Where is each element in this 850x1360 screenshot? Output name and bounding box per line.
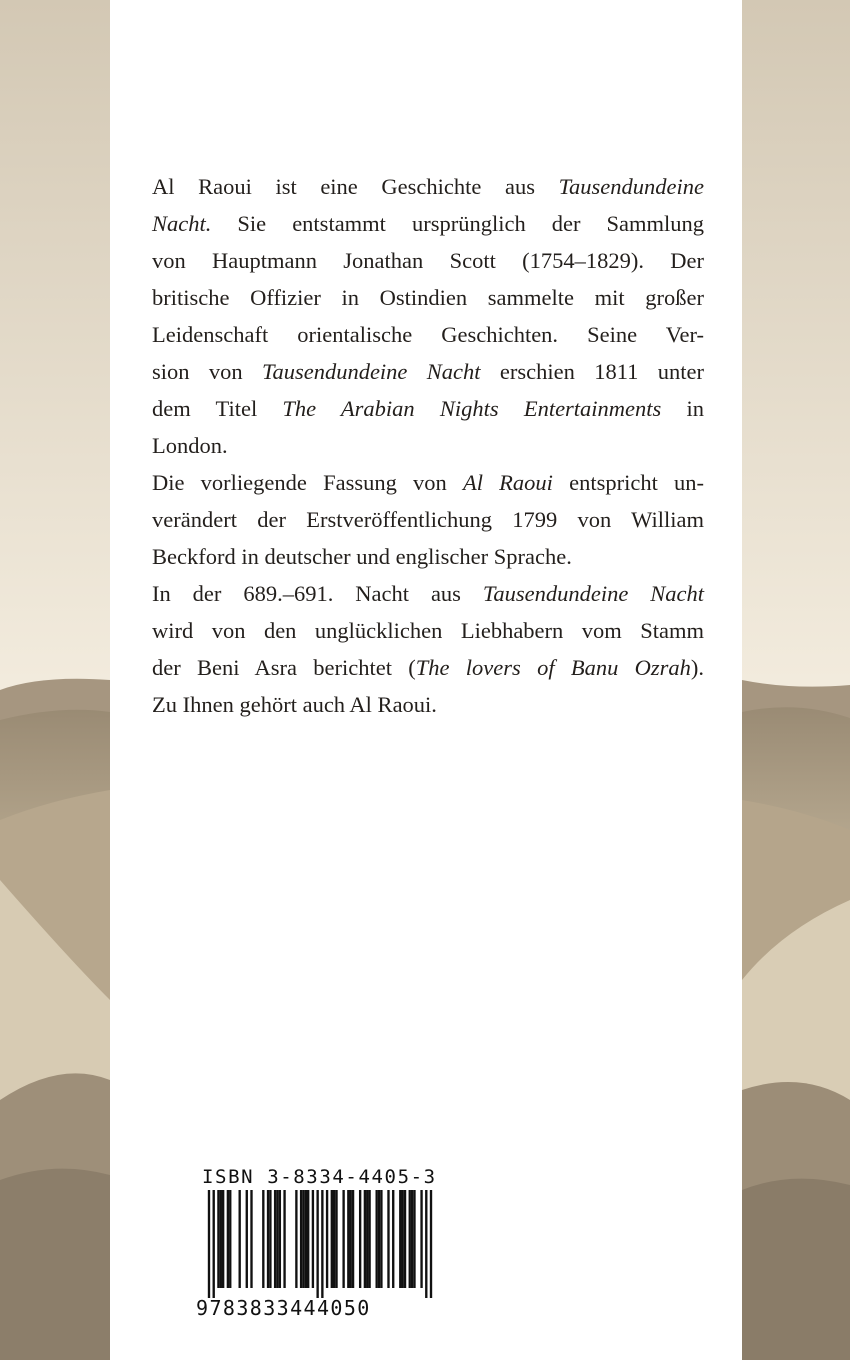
barcode-bar xyxy=(376,1190,378,1288)
barcode-bar xyxy=(276,1190,278,1288)
barcode-bar xyxy=(307,1190,309,1288)
barcode-bar xyxy=(368,1190,370,1288)
barcode-bar xyxy=(274,1190,276,1288)
barcode-bar xyxy=(366,1190,368,1288)
barcode-bar xyxy=(229,1190,231,1288)
barcode-bar xyxy=(208,1190,210,1298)
barcode-bar xyxy=(316,1190,318,1298)
barcode-bar xyxy=(250,1190,252,1288)
barcode-bar xyxy=(364,1190,366,1288)
barcode-bar xyxy=(267,1190,269,1288)
barcode-bar xyxy=(350,1190,352,1288)
barcode-bar xyxy=(279,1190,281,1288)
desert-dunes-image xyxy=(0,0,110,1360)
blurb-text xyxy=(152,168,704,723)
barcode-bar xyxy=(420,1190,422,1288)
barcode-bar xyxy=(331,1190,333,1288)
barcode-bar xyxy=(239,1190,241,1288)
barcode-bar xyxy=(342,1190,344,1288)
barcode-bar xyxy=(326,1190,328,1288)
barcode-bar xyxy=(359,1190,361,1288)
barcode-bar xyxy=(335,1190,337,1288)
blurb-paragraph-3: In der 689.–691. Nacht aus Tausendundeine Nacht wird von den unglücklichen Liebhabern vom Stamm der Beni Asra berichtet (The lovers of Banu Ozrah). Zu Ihnen gehört auch Al Raoui. xyxy=(152,581,705,717)
barcode-background xyxy=(196,1190,444,1300)
barcode-bar xyxy=(302,1190,304,1288)
barcode-bar xyxy=(401,1190,403,1288)
barcode-bar xyxy=(409,1190,411,1288)
barcode-bar xyxy=(404,1190,406,1288)
desert-photo-right xyxy=(742,0,850,1360)
barcode-bar xyxy=(246,1190,248,1288)
barcode-bar xyxy=(305,1190,307,1288)
desert-photo-left xyxy=(0,0,110,1360)
barcode-bar xyxy=(227,1190,229,1288)
barcode-bar xyxy=(413,1190,415,1288)
blurb-paragraph-2: Die vorliegende Fassung von Al Raoui entspricht un- verändert der Erstveröffentlichung 1799 von William Beckford in deutscher und englischer Sprache. xyxy=(152,470,704,569)
ean-digits: 9783833444050 xyxy=(196,1296,371,1320)
barcode-bar xyxy=(333,1190,335,1288)
ean-barcode xyxy=(196,1190,444,1300)
isbn-label: ISBN 3-8334-4405-3 xyxy=(202,1166,437,1188)
barcode-bar xyxy=(347,1190,349,1288)
blurb-paragraph-1: Al Raoui ist eine Geschichte aus Tausendundeine Nacht. Sie entstammt ursprünglich der Sammlung von Hauptmann Jonathan Scott (1754–1829). Der britische Offizier in Ostindien sammelte mit großer Leidenschaft orientalische Geschichten. Seine Ver- sion von Tausendundeine Nacht erschien 1811 unter dem Titel The Arabian Nights Entertainments in London. xyxy=(152,174,704,458)
barcode-bar xyxy=(262,1190,264,1288)
barcode-bar xyxy=(321,1190,323,1298)
barcode-bar xyxy=(352,1190,354,1288)
barcode-bar xyxy=(220,1190,222,1288)
barcode-bar xyxy=(295,1190,297,1288)
barcode-bar xyxy=(213,1190,215,1298)
desert-dunes-image xyxy=(742,0,850,1360)
barcode-bar xyxy=(411,1190,413,1288)
barcode-bar xyxy=(283,1190,285,1288)
barcode-bar xyxy=(392,1190,394,1288)
barcode-bar xyxy=(399,1190,401,1288)
barcode-bar xyxy=(378,1190,380,1288)
barcode-bar xyxy=(269,1190,271,1288)
barcode-bar xyxy=(425,1190,427,1298)
barcode-bar xyxy=(222,1190,224,1288)
barcode-bar xyxy=(300,1190,302,1288)
barcode-bar xyxy=(380,1190,382,1288)
back-cover-panel xyxy=(110,0,742,1360)
barcode-bar xyxy=(387,1190,389,1288)
barcode-bar xyxy=(312,1190,314,1288)
barcode-bar xyxy=(430,1190,432,1298)
barcode-bar xyxy=(217,1190,219,1288)
